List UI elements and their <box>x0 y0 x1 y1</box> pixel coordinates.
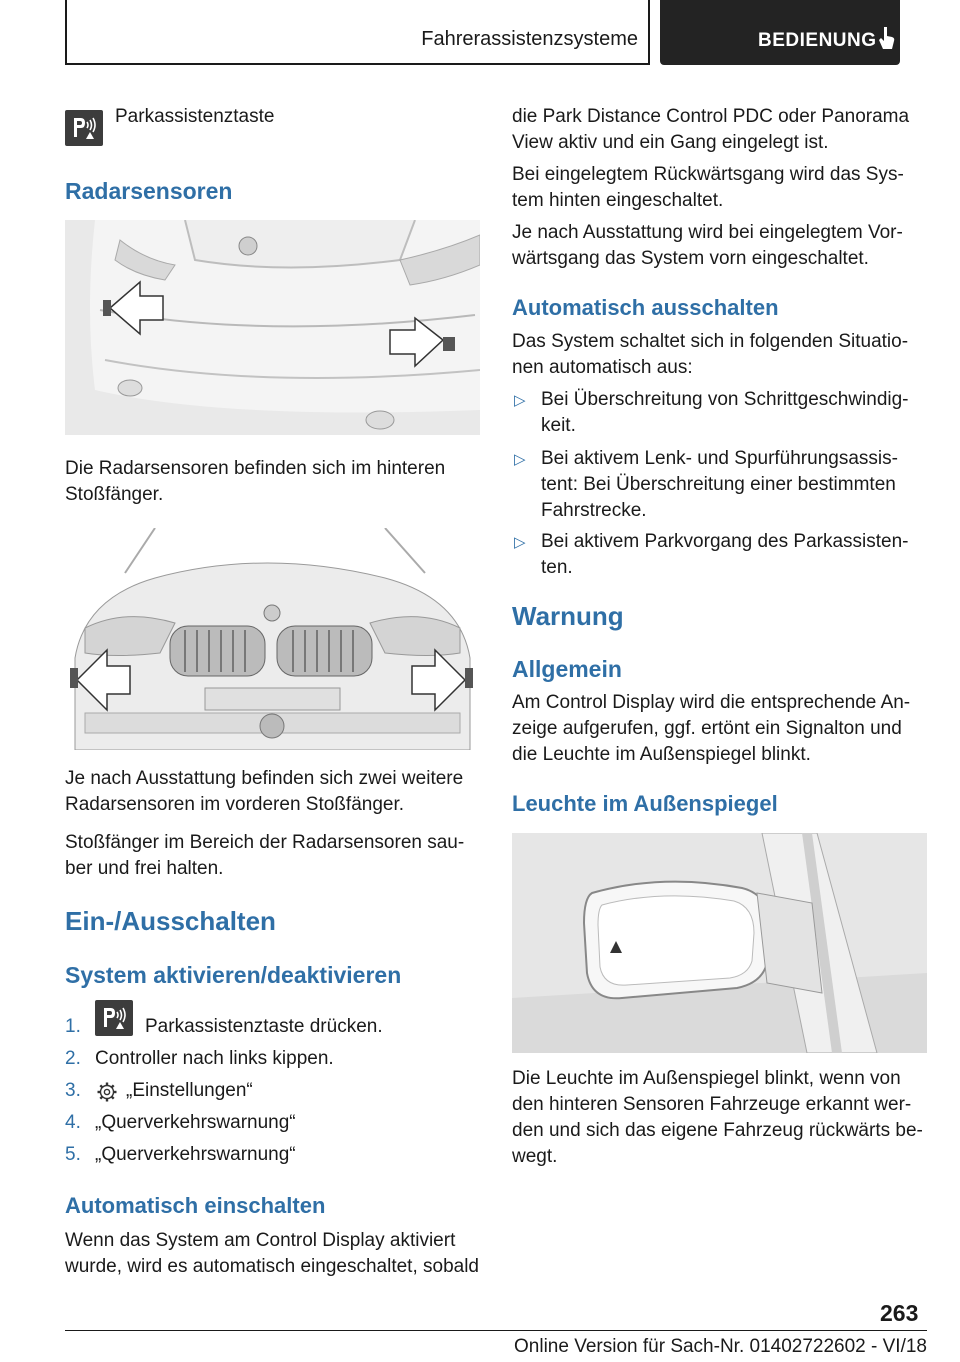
footer-rule <box>65 1330 927 1331</box>
general-text-line1: Am Control Display wird die entsprechende An‐ <box>512 692 911 713</box>
front-bumper-image <box>65 528 480 750</box>
heading-radarsensoren: Radarsensoren <box>65 178 233 204</box>
bullet-3-line2: ten. <box>541 557 573 578</box>
bullet-triangle-icon: ▷ <box>514 534 526 551</box>
header-section-title: Fahrerassistenzsysteme <box>421 28 638 50</box>
auto-on-text-line2: wurde, wird es automatisch eingeschaltet, sobald <box>65 1256 480 1277</box>
step-text-1: Parkassistenztaste drücken. <box>145 1016 383 1037</box>
continuation-text-line2: View aktiv und ein Gang eingelegt ist. <box>512 132 829 153</box>
park-assist-button-icon <box>65 110 103 146</box>
front-radar-text-line1: Je nach Ausstattung befinden sich zwei weitere <box>65 768 464 789</box>
reverse-text-line2: tem hinten eingeschaltet. <box>512 190 724 211</box>
rear-bumper-image <box>65 220 480 435</box>
heading-warnung: Warnung <box>512 601 624 631</box>
park-assist-button-icon-step <box>95 1000 133 1036</box>
header-chapter-tab <box>660 0 900 65</box>
auto-off-intro-line1: Das System schaltet sich in folgenden Situatio‐ <box>512 331 909 352</box>
general-text-line3: die Leuchte im Außenspiegel blinkt. <box>512 744 811 765</box>
header-chapter-title: BEDIENUNG <box>758 30 877 51</box>
heading-leuchte-aussenspiegel: Leuchte im Außenspiegel <box>512 791 778 816</box>
step-text-4: „Querverkehrswarnung“ <box>95 1112 296 1133</box>
heading-ein-ausschalten: Ein-/Ausschalten <box>65 906 276 936</box>
step-text-2: Controller nach links kippen. <box>95 1048 334 1069</box>
page-number: 263 <box>880 1300 919 1326</box>
rear-radar-text-line2: Stoßfänger. <box>65 484 164 505</box>
header-rule-right <box>648 0 650 65</box>
bullet-1-line2: keit. <box>541 415 576 436</box>
heading-automatisch-einschalten: Automatisch einschalten <box>65 1193 326 1218</box>
mirror-text-line3: den und sich das eigene Fahrzeug rückwärts be‐ <box>512 1120 923 1141</box>
side-mirror-image <box>512 833 927 1053</box>
heading-allgemein: Allgemein <box>512 656 622 682</box>
gear-icon <box>96 1081 118 1103</box>
bullet-3-line1: Bei aktivem Parkvorgang des Parkassisten‐ <box>541 531 909 552</box>
button-caption: Parkassistenztaste <box>115 106 275 127</box>
clean-text-line2: ber und frei halten. <box>65 858 224 879</box>
heading-automatisch-ausschalten: Automatisch ausschalten <box>512 295 779 320</box>
bullet-triangle-icon: ▷ <box>514 392 526 409</box>
rear-radar-text-line1: Die Radarsensoren befinden sich im hinteren <box>65 458 446 479</box>
bullet-2-line1: Bei aktivem Lenk- und Spurführungsassis‐ <box>541 448 898 469</box>
pointing-hand-icon <box>878 26 896 50</box>
forward-text-line1: Je nach Ausstattung wird bei eingelegtem Vor‐ <box>512 222 903 243</box>
bullet-1-line1: Bei Überschreitung von Schrittgeschwindig‐ <box>541 389 909 410</box>
mirror-text-line2: den hinteren Sensoren Fahrzeuge erkannt wer‐ <box>512 1094 912 1115</box>
forward-text-line2: wärtsgang das System vorn eingeschaltet. <box>512 248 869 269</box>
bullet-triangle-icon: ▷ <box>514 451 526 468</box>
clean-text-line1: Stoßfänger im Bereich der Radarsensoren sau‐ <box>65 832 465 853</box>
mirror-text-line1: Die Leuchte im Außenspiegel blinkt, wenn von <box>512 1068 901 1089</box>
reverse-text-line1: Bei eingelegtem Rückwärtsgang wird das Sys‐ <box>512 164 904 185</box>
heading-system-aktivieren: System aktivieren/deaktivieren <box>65 962 402 988</box>
header-rule-bottom <box>65 63 650 65</box>
front-radar-text-line2: Radarsensoren im vorderen Stoßfänger. <box>65 794 405 815</box>
continuation-text-line1: die Park Distance Control PDC oder Panorama <box>512 106 910 127</box>
step-number-1: 1. <box>65 1016 81 1037</box>
step-text-5: „Querverkehrswarnung“ <box>95 1144 296 1165</box>
mirror-text-line4: wegt. <box>512 1146 558 1167</box>
step-number-5: 5. <box>65 1144 81 1165</box>
auto-off-intro-line2: nen automatisch aus: <box>512 357 693 378</box>
header-rule-left <box>65 0 67 65</box>
step-number-4: 4. <box>65 1112 81 1133</box>
step-number-3: 3. <box>65 1080 81 1101</box>
bullet-2-line3: Fahrstrecke. <box>541 500 647 521</box>
bullet-2-line2: tent: Bei Überschreitung einer bestimmten <box>541 474 896 495</box>
step-text-3: „Einstellungen“ <box>126 1080 253 1101</box>
step-number-2: 2. <box>65 1048 81 1069</box>
auto-on-text-line1: Wenn das System am Control Display aktiviert <box>65 1230 456 1251</box>
footer-text: Online Version für Sach-Nr. 01402722602 - VI/18 <box>514 1336 927 1357</box>
general-text-line2: zeige aufgerufen, ggf. ertönt ein Signalton und <box>512 718 902 739</box>
